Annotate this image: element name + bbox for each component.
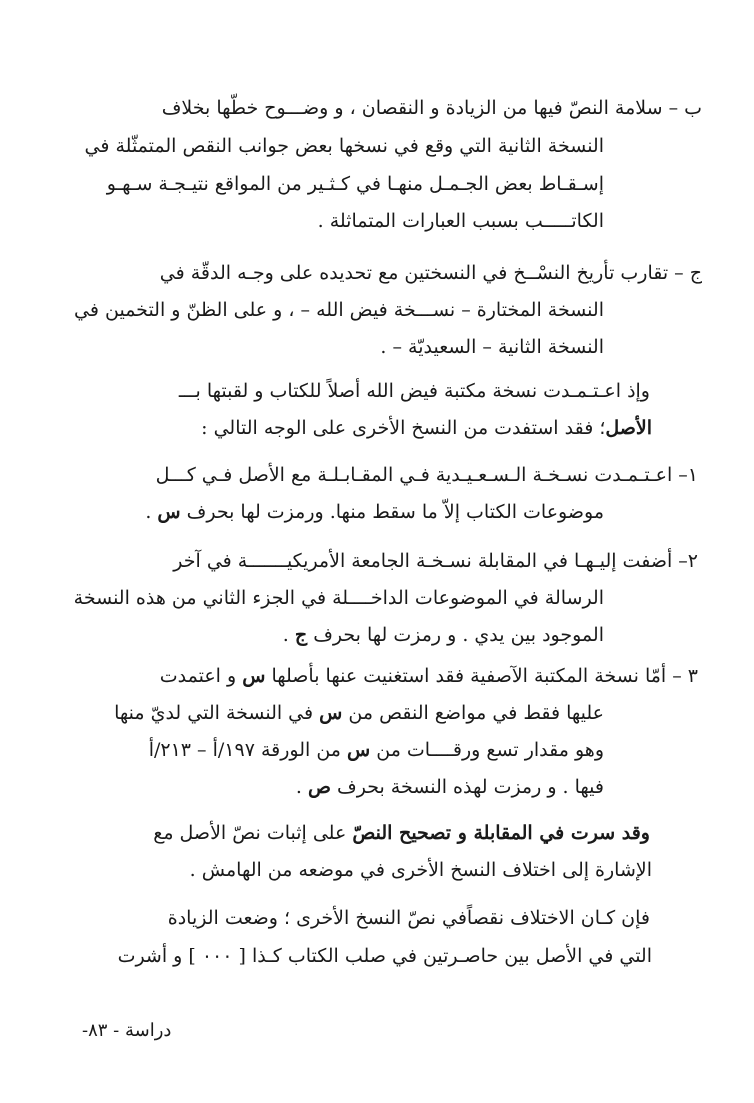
text-line: ج – تقارب تأريخ النسْــخ في النسختين مع تحديده على وجـه الدقّة في xyxy=(159,262,702,284)
bold-text: الأصل xyxy=(605,417,652,439)
bold-text: س xyxy=(242,665,266,687)
page-number-footer: دراسة - ٨٣- xyxy=(82,1020,172,1041)
text-line: الإشارة إلى اختلاف النسخ الأخرى في موضعه من الهامش . xyxy=(189,859,652,881)
text-line: وقد سرت في المقابلة و تصحيح النصّ على إثبات نصّ الأصل مع xyxy=(153,822,650,844)
text-line: التي في الأصل بين حاصـرتين في صلب الكتاب كـذا [ ٠٠٠ ] و أشرت xyxy=(117,945,652,967)
text-line: النسخة الثانية التي وقع في نسخها بعض جوانب النقص المتمثّلة في xyxy=(84,135,604,157)
text-line: موضوعات الكتاب إلاّ ما سقط منها. ورمزت لها بحرف س . xyxy=(145,501,604,523)
text-line: وهو مقدار تسع ورقــــات من س من الورقة ١٩٧/أ – ٢١٣/أ xyxy=(148,739,604,761)
text-line: النسخة المختارة – نســـخة فيض الله – ، و على الظنّ و التخمين في xyxy=(74,299,604,321)
text-line: إسـقـاط بعض الجـمـل منهـا في كـثـير من المواقع نتيـجـة سـهـو xyxy=(106,173,604,195)
text-line: فيها . و رمزت لهذه النسخة بحرف ص . xyxy=(295,776,604,798)
text-line: الرسالة في الموضوعات الداخــــلة في الجزء الثاني من هذه النسخة xyxy=(73,587,604,609)
text-line: ب – سلامة النصّ فيها من الزيادة و النقصان ، و وضـــوح خطّها بخلاف xyxy=(161,97,702,119)
bold-text: س xyxy=(157,501,181,523)
bold-text: ج xyxy=(294,624,308,646)
text-line: النسخة الثانية – السعيديّة – . xyxy=(380,336,604,358)
bold-text: ص xyxy=(308,776,331,798)
bold-text: وقد سرت في المقابلة و تصحيح النصّ xyxy=(352,822,650,844)
bold-text: س xyxy=(319,702,343,724)
text-line: ٣ – أمّا نسخة المكتبة الآصفية فقد استغنيت عنها بأصلها س و اعتمدت xyxy=(159,665,698,687)
text-line: الموجود بين يدي . و رمزت لها بحرف ج . xyxy=(282,624,604,646)
text-line: الأصل؛ فقد استفدت من النسخ الأخرى على الوجه التالي : xyxy=(201,417,652,439)
text-line: فإن كـان الاختلاف نقصاًفي نصّ النسخ الأخرى ؛ وضعت الزيادة xyxy=(167,907,650,929)
bold-text: س xyxy=(347,739,371,761)
text-line: وإذ اعـتـمـدت نسخة مكتبة فيض الله أصلاً للكتاب و لقبتها بـــ xyxy=(178,380,650,402)
text-line: عليها فقط في مواضع النقص من س في النسخة التي لديّ منها xyxy=(114,702,604,724)
text-line: الكاتـــــب بسبب العبارات المتماثلة . xyxy=(317,210,604,232)
text-line: ١– اعـتـمـدت نسـخـة الـسـعـيـدية فـي المقـابـلـة مع الأصل فـي كـــل xyxy=(155,464,698,486)
text-line: ٢– أضفت إليـهـا في المقابلة نسـخـة الجامعة الأمريكيـــــــة في آخر xyxy=(173,550,698,572)
